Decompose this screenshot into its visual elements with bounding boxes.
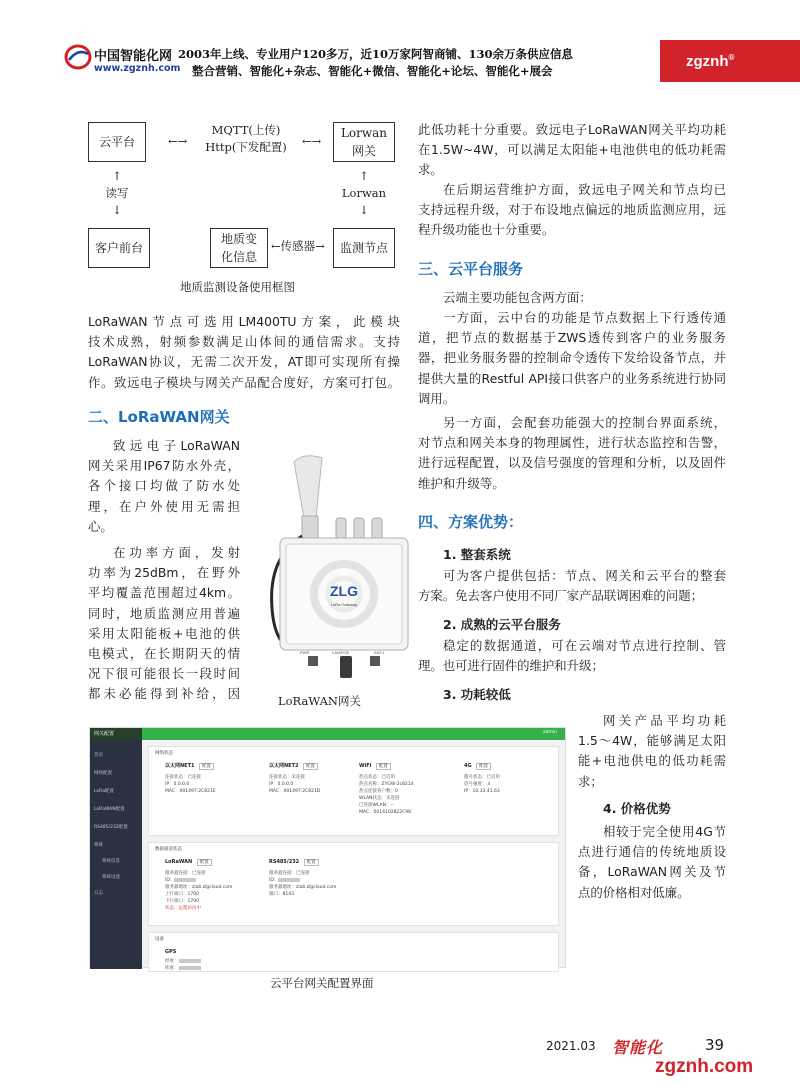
- data-channel-panel: [148, 842, 559, 926]
- text-line: 心。: [88, 518, 113, 534]
- text-line: 求。: [418, 162, 443, 178]
- text-line: 功率为25dBm，在野外: [88, 565, 240, 581]
- lte-title: 4G: [464, 763, 472, 769]
- logo-globe-icon: [64, 44, 92, 70]
- text-line: 平均覆盖范围超过4km。: [88, 585, 240, 601]
- text-line: 电模式，在长期阴天的情: [88, 646, 240, 662]
- lorawan-line: 服务器连接：已连接: [165, 871, 206, 876]
- sidebar-item-network[interactable]: 网络配置: [94, 771, 112, 776]
- port-label-lan: LAN/POE: [332, 650, 350, 655]
- lorawan-title: LoRaWAN: [165, 859, 193, 865]
- text-line: 点进行通信的传统地质设: [578, 844, 726, 860]
- config-button[interactable]: 配置: [199, 763, 214, 770]
- header-slogan-2: 整合营销、智能化+杂志、智能化+微信、智能化+论坛、智能化+展会: [192, 64, 553, 78]
- wifi-card: [359, 763, 414, 816]
- section-heading-cloud: 三、云平台服务: [418, 260, 524, 278]
- device-panel: [148, 932, 559, 972]
- issue-date: 2021.03: [546, 1039, 596, 1053]
- text-line: 作。致远电子模块与网关产品配合度好，方案可打包。: [88, 374, 400, 390]
- text-line: 程升级功能也十分重要。: [418, 222, 555, 238]
- screenshot-caption: 云平台网关配置界面: [270, 976, 374, 990]
- left-paragraph-1: [88, 312, 400, 393]
- wifi-line: 热点状态：已启用: [359, 775, 395, 780]
- sidebar-item-syssettings[interactable]: 系统设置: [102, 875, 120, 880]
- text-line: 可为客户提供包括：节点、网关和云平台的整套: [443, 568, 726, 583]
- gateway-config-screenshot: [89, 727, 566, 971]
- text-line: 此低功耗十分重要。致远电子LoRaWAN网关平均功耗: [418, 122, 726, 137]
- text-line: 进行远程配置，以及信号强度的管理和分析，以及固件: [418, 455, 726, 471]
- text-line: 维护和升级等。: [418, 475, 505, 491]
- net1-title: 以太网NET1: [165, 763, 195, 769]
- diagram-sensor: ←传感器→: [271, 239, 325, 253]
- logo-url[interactable]: www.zgznh.com: [94, 63, 181, 74]
- up-arrow-icon: ↑: [359, 169, 369, 183]
- sidebar-item-lora[interactable]: LoRa配置: [94, 789, 114, 794]
- redacted-value: [174, 878, 196, 882]
- text-line: 致远电子LoRaWAN: [113, 438, 240, 453]
- text-line: 稳定的数据通道，可在云端对节点进行控制、管: [443, 638, 726, 653]
- text-line: 求；: [578, 773, 603, 789]
- config-sidebar: [90, 728, 142, 969]
- right-paragraph-cloud-intro: 云端主要功能包含两方面：: [443, 290, 592, 305]
- net1-card: [165, 763, 216, 795]
- text-line: 采用太阳能板+电池的供: [88, 625, 240, 641]
- text-line: 道，把节点的数据基于ZWS透传到客户的业务服务: [418, 330, 726, 346]
- advantage-2-title: 2. 成熟的云平台服务: [443, 617, 561, 632]
- right-paragraph-ops: [418, 180, 726, 241]
- text-line: 另一方面，会配套功能强大的控制台界面系统，: [443, 415, 726, 430]
- diagram-box-client: 客户前台: [88, 228, 150, 268]
- left-paragraph-2: [88, 436, 240, 537]
- text-line: 在功率方面，发射: [113, 545, 240, 560]
- advantage-4-title: 4. 价格优势: [603, 801, 671, 816]
- text-line: LoRaWAN节点可选用LM400TU方案，此模块: [88, 314, 400, 329]
- diagram-box-geo-change: [210, 228, 268, 268]
- advantage-3-title: 3. 功耗较低: [443, 687, 511, 702]
- logo-text: 中国智能化网: [94, 49, 173, 64]
- config-topbar: [142, 728, 565, 740]
- config-brand: 网关配置: [90, 728, 142, 740]
- net2-title: 以太网NET2: [269, 763, 299, 769]
- config-button[interactable]: 配置: [197, 859, 212, 866]
- section-heading-gateway: 二、LoRaWAN网关: [88, 408, 230, 426]
- down-arrow-icon: ↓: [359, 203, 369, 217]
- net1-line: 连接状态：已连接: [165, 775, 201, 780]
- panel-title: 设备: [155, 937, 164, 942]
- read-write-label: 读写: [105, 186, 129, 200]
- text-line: 网关采用IP67防水外壳，: [88, 458, 240, 474]
- right-paragraph-cloud-1: [418, 308, 726, 409]
- rs485-line: 服务器连接：已连接: [269, 871, 310, 876]
- device-logo: ZLG: [330, 583, 358, 599]
- header-brand-band: [660, 40, 800, 82]
- config-button[interactable]: 配置: [476, 763, 491, 770]
- lorawan-line: 上行端口：1700: [165, 892, 199, 897]
- panel-title: 数据通道状态: [155, 847, 182, 852]
- gateway-photo-caption: LoRaWAN网关: [278, 694, 361, 708]
- text-line: 网关产品平均功耗: [603, 713, 726, 728]
- sidebar-item-log[interactable]: 日志: [94, 891, 103, 896]
- config-button[interactable]: 配置: [303, 763, 318, 770]
- left-paragraph-3: [88, 543, 240, 705]
- diagram-caption: 地质监测设备使用框图: [180, 280, 295, 294]
- magazine-name: 智能化: [612, 1038, 664, 1057]
- config-button[interactable]: 配置: [376, 763, 391, 770]
- text-line: 方案。免去客户使用不同厂家产品联调困难的问题；: [418, 588, 703, 604]
- text-line: 一方面，云中台的功能是节点数据上下行透传通: [443, 310, 726, 325]
- text-line: 点的价格相对低廉。: [578, 884, 690, 900]
- wifi-title: WiFi: [359, 763, 372, 769]
- lorwan-link-label: Lorwan: [341, 186, 387, 200]
- text-line: 调用。: [418, 390, 456, 406]
- geo-change-1: 地质变: [220, 232, 257, 246]
- page-header: [0, 0, 800, 92]
- wifi-line: 已连接WLAN：--: [359, 803, 394, 808]
- lte-line: IP：10.33.41.63: [464, 789, 500, 794]
- lorawan-line: 下行端口：1700: [165, 899, 199, 904]
- section-heading-advantages: 四、方案优势：: [418, 513, 524, 531]
- sidebar-item-home[interactable]: 首页: [94, 753, 103, 758]
- network-status-panel: [148, 746, 559, 836]
- sidebar-item-lorawan[interactable]: LoRaWAN配置: [94, 807, 125, 812]
- brand-band-text: [686, 53, 734, 70]
- right-paragraph-cloud-2: [418, 413, 726, 494]
- panel-title: 网络状态: [155, 751, 173, 756]
- rs485-card: [269, 859, 336, 898]
- port-label-ant: ANT1: [374, 650, 385, 655]
- diagram-arrow-right: ←→: [302, 134, 322, 148]
- wifi-line: MAC：0014102822C98: [359, 810, 412, 815]
- gateway-photo: [258, 448, 413, 688]
- sidebar-item-sysinfo[interactable]: 系统信息: [102, 859, 120, 864]
- lte-line: 拨号状态：已启用: [464, 775, 500, 780]
- gps-lat-label: 纬度：: [165, 966, 179, 971]
- geo-change-2: 化信息: [220, 250, 257, 264]
- redacted-value: [278, 878, 300, 882]
- net2-line: IP：0.0.0.0: [269, 782, 294, 787]
- user-name[interactable]: admin: [542, 730, 557, 735]
- net2-card: [269, 763, 320, 795]
- advantage-1-text: [418, 566, 726, 606]
- text-line: 理。也可进行固件的维护和升级；: [418, 658, 604, 674]
- net2-line: 连接状态：未连接: [269, 775, 305, 780]
- protocol-http: Http(下发配置): [205, 140, 287, 154]
- text-line: 在后期运营维护方面，致远电子网关和节点均已: [443, 182, 726, 197]
- gateway-device-image: [258, 448, 413, 688]
- down-arrow-icon: ↓: [112, 203, 122, 217]
- diagram-box-cloud: 云平台: [88, 122, 146, 162]
- diagram-right-link: [338, 168, 390, 219]
- rs485-line: [269, 877, 336, 884]
- lorawan-line: [165, 877, 232, 884]
- text-line: 备，LoRaWAN网关及节: [578, 864, 726, 880]
- redacted-value: [179, 966, 201, 970]
- text-line: 在1.5W~4W，可以满足太阳能+电池供电的低功耗需: [418, 142, 726, 158]
- net2-line: MAC：001497:2C821D: [269, 789, 321, 794]
- footer-url[interactable]: zgznh.com: [655, 1056, 754, 1077]
- wifi-line: 热点连接客户数：0: [359, 789, 398, 794]
- wifi-line: 热点名称：ZYGW-2c821d: [359, 782, 414, 787]
- lte-line: 信号强度：.ıl: [464, 782, 491, 787]
- monitoring-diagram: [88, 110, 400, 300]
- text-line: 理，在户外使用无需担: [88, 498, 240, 514]
- lorawan-line: 服务器地址：zlab.zlgcloud.com: [165, 885, 233, 890]
- page-number: 39: [705, 1036, 725, 1054]
- gateway-label-1: Lorwan: [340, 126, 388, 140]
- lorawan-id-label: ID：: [165, 878, 175, 883]
- advantage-3-text: [578, 711, 726, 792]
- advantage-4-text: [578, 822, 726, 903]
- gps-lon-label: 经度：: [165, 959, 179, 964]
- rs485-line: 服务器地址：zlab.zlgcloud.com: [269, 885, 337, 890]
- text-line: 提供大量的Restful API接口供客户的业务系统进行协同: [418, 370, 726, 386]
- text-line: 都未必能得到补给，因: [88, 686, 240, 702]
- text-line: 各个接口均做了防水处: [88, 478, 240, 494]
- rs485-line: 端口：8143: [269, 892, 294, 897]
- gps-line: [165, 965, 201, 972]
- diagram-arrow-left: ←→: [168, 134, 188, 148]
- text-line: 技术成熟，射频参数满足山体间的通信需求。支持: [88, 334, 400, 350]
- gps-title: GPS: [165, 949, 177, 955]
- redacted-value: [179, 959, 201, 963]
- advantage-2-text: [418, 636, 726, 676]
- site-logo[interactable]: [64, 42, 181, 76]
- advantage-1-title: 1. 整套系统: [443, 547, 511, 562]
- port-label-pwr: PWR: [300, 650, 310, 655]
- text-line: 相较于完全使用4G节: [603, 824, 726, 839]
- lorawan-line: 状态：远程访问中: [165, 906, 201, 911]
- device-logo-sub: LoRa Gateway: [330, 602, 358, 607]
- diagram-protocols: [196, 122, 296, 156]
- net1-line: IP：0.0.0.0: [165, 782, 190, 787]
- rs485-title: RS485/232: [269, 859, 300, 865]
- diagram-left-link: [102, 168, 132, 219]
- sidebar-item-rs485[interactable]: RS485/232配置: [94, 825, 128, 830]
- header-slogan-1: 2003年上线、专业用户120多万，近10万家阿智商铺、130余万条供应信息: [178, 47, 574, 61]
- gateway-label-2: 网关: [351, 144, 376, 158]
- registered-mark: ®: [728, 53, 735, 62]
- right-paragraph-top: [418, 120, 726, 181]
- up-arrow-icon: ↑: [112, 169, 122, 183]
- rs485-id-label: ID：: [269, 878, 279, 883]
- sidebar-item-system[interactable]: 系统: [94, 843, 103, 848]
- text-line: 器，把业务服务器的控制命令透传下发给设备节点，并: [418, 350, 726, 366]
- text-line: LoRaWAN协议，无需二次开发，AT即可实现所有操: [88, 354, 400, 370]
- text-line: 同时，地质监测应用普遍: [88, 605, 240, 621]
- gps-line: [165, 958, 201, 965]
- text-line: 况下很可能很长一段时间: [88, 666, 240, 682]
- protocol-mqtt: MQTT(上传): [211, 123, 281, 137]
- config-button[interactable]: 配置: [304, 859, 319, 866]
- text-line: 对节点和网关本身的物理属性，进行状态监控和告警，: [418, 435, 726, 451]
- lte-card: [464, 763, 500, 795]
- wifi-line: WLAN状态：未连接: [359, 796, 400, 801]
- brand-band-word: zgznh: [686, 53, 729, 70]
- diagram-box-gateway: [333, 122, 395, 162]
- diagram-box-node: 监测节点: [333, 228, 395, 268]
- text-line: 支持远程升级，对于布设地点偏远的地质监测应用，远: [418, 202, 726, 218]
- net1-line: MAC：001497:2C821E: [165, 789, 216, 794]
- text-line: 能+电池供电的低功耗需: [578, 753, 726, 769]
- lorawan-card: [165, 859, 232, 912]
- text-line: 1.5～4W，能够满足太阳: [578, 733, 726, 749]
- gps-card: [165, 949, 201, 972]
